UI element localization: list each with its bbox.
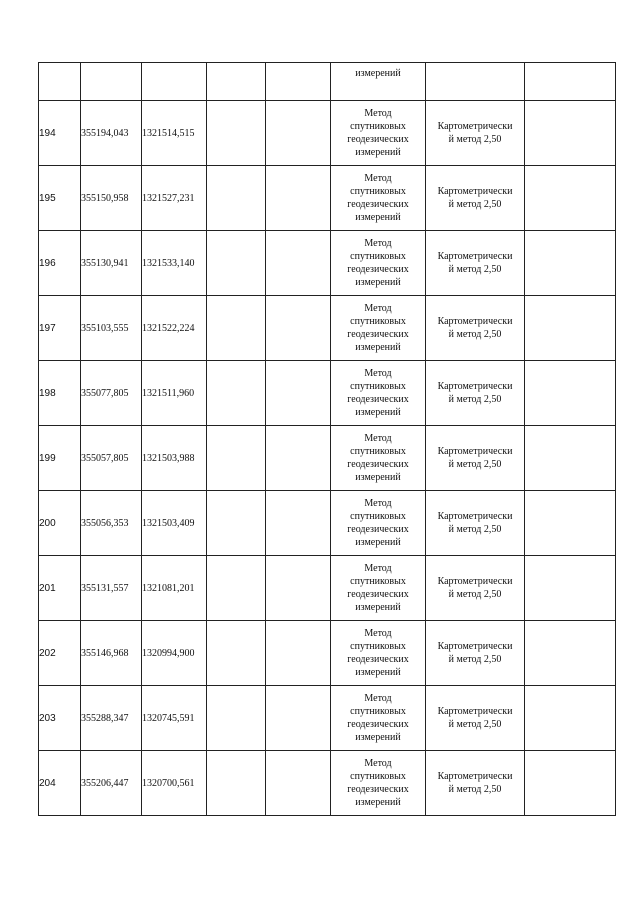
point-number-text: 198 (39, 387, 56, 399)
table-row (39, 751, 616, 816)
table-row (39, 166, 616, 231)
accuracy-line: Картометрически (437, 251, 513, 262)
coord-x-text: 355150,958 (81, 192, 129, 204)
method-line: геодезических (347, 199, 409, 210)
method-line: измерений (355, 667, 401, 678)
table-row (39, 491, 616, 556)
method-line: измерений (355, 212, 401, 223)
cell-method (331, 166, 426, 231)
point-number-text: 194 (39, 127, 56, 139)
method-line: геодезических (347, 459, 409, 470)
coord-x (81, 361, 142, 426)
coord-y-text: 1320994,900 (142, 647, 195, 659)
accuracy-line: Картометрически (437, 771, 513, 782)
coord-x (81, 101, 142, 166)
cell-empty (207, 491, 266, 556)
coord-y (142, 491, 207, 556)
method-line: спутниковых (350, 641, 406, 652)
cell-empty (525, 296, 616, 361)
cell-accuracy (426, 751, 525, 816)
accuracy-line: Картометрически (437, 641, 513, 652)
coordinates-table (38, 62, 616, 816)
cell-empty (266, 361, 331, 426)
table-row (39, 361, 616, 426)
accuracy-line: й метод 2,50 (448, 394, 502, 405)
cell-empty (525, 361, 616, 426)
coord-x-text: 355288,347 (81, 712, 129, 724)
cell-method (331, 686, 426, 751)
method-line: измерений (355, 732, 401, 743)
method-line: измерений (355, 407, 401, 418)
cell-empty (266, 231, 331, 296)
table-row (39, 296, 616, 361)
method-line: измерений (355, 602, 401, 613)
coord-y-text: 1321527,231 (142, 192, 195, 204)
coord-x-text: 355103,555 (81, 322, 129, 334)
coord-y-text: 1321503,409 (142, 517, 195, 529)
point-number (39, 686, 81, 751)
coord-x-text: 355146,968 (81, 647, 129, 659)
accuracy-line: й метод 2,50 (448, 134, 502, 145)
coord-x (81, 686, 142, 751)
accuracy-line: й метод 2,50 (448, 329, 502, 340)
accuracy-line: Картометрически (437, 121, 513, 132)
method-line: геодезических (347, 719, 409, 730)
coord-x (81, 296, 142, 361)
cell-empty (525, 166, 616, 231)
method-line: измерений (355, 797, 401, 808)
cell-empty (525, 686, 616, 751)
cell-accuracy (426, 426, 525, 491)
coord-x-text: 355077,805 (81, 387, 129, 399)
coord-y (142, 621, 207, 686)
method-line: измерений (355, 342, 401, 353)
method-line: Метод (364, 498, 392, 509)
point-number-text: 202 (39, 647, 56, 659)
point-number-text: 199 (39, 452, 56, 464)
method-line: Метод (364, 108, 392, 119)
accuracy-line: й метод 2,50 (448, 524, 502, 535)
point-number-text: 204 (39, 777, 56, 789)
accuracy-line: Картометрически (437, 511, 513, 522)
coord-x-text: 355131,557 (81, 582, 129, 594)
cell-method (331, 556, 426, 621)
coord-x (81, 621, 142, 686)
method-line: измерений (355, 472, 401, 483)
coord-y (142, 556, 207, 621)
table-row (39, 101, 616, 166)
cell-empty (525, 426, 616, 491)
cell-method (331, 361, 426, 426)
cell-accuracy (426, 231, 525, 296)
coord-y-text: 1320745,591 (142, 712, 195, 724)
cell-method (331, 621, 426, 686)
accuracy-line: Картометрически (437, 186, 513, 197)
accuracy-line: й метод 2,50 (448, 199, 502, 210)
accuracy-line: Картометрически (437, 576, 513, 587)
coord-y (142, 166, 207, 231)
accuracy-line: Картометрически (437, 706, 513, 717)
point-number (39, 556, 81, 621)
table-row (39, 231, 616, 296)
cell-empty (266, 63, 331, 101)
method-line: Метод (364, 433, 392, 444)
cell-empty (266, 686, 331, 751)
point-number (39, 426, 81, 491)
method-line: измерений (355, 147, 401, 158)
coord-y-text: 1321511,960 (142, 387, 195, 399)
accuracy-line: Картометрически (437, 316, 513, 327)
cell-empty (207, 426, 266, 491)
accuracy-line: й метод 2,50 (448, 589, 502, 600)
coord-y-text: 1321522,224 (142, 322, 195, 334)
cell-empty (266, 556, 331, 621)
coord-y-text: 1321081,201 (142, 582, 195, 594)
cell-method (331, 63, 426, 101)
method-line: спутниковых (350, 771, 406, 782)
cell-method (331, 751, 426, 816)
cell-accuracy (426, 556, 525, 621)
method-line: Метод (364, 368, 392, 379)
accuracy-line: Картометрически (437, 446, 513, 457)
point-number-text: 197 (39, 322, 56, 334)
method-line: геодезических (347, 394, 409, 405)
coord-y-text: 1321533,140 (142, 257, 195, 269)
coord-x (81, 751, 142, 816)
method-line: спутниковых (350, 446, 406, 457)
method-line: геодезических (347, 654, 409, 665)
coord-y (142, 751, 207, 816)
cell-empty (525, 751, 616, 816)
cell-empty (207, 686, 266, 751)
point-number (39, 751, 81, 816)
cell-accuracy (426, 621, 525, 686)
method-line: Метод (364, 563, 392, 574)
cell-method (331, 231, 426, 296)
coord-x-text: 355056,353 (81, 517, 129, 529)
cell-empty (207, 751, 266, 816)
method-line: геодезических (347, 524, 409, 535)
cell-empty (266, 166, 331, 231)
accuracy-line: й метод 2,50 (448, 264, 502, 275)
method-line: Метод (364, 173, 392, 184)
coord-x-text: 355206,447 (81, 777, 129, 789)
cell-method (331, 296, 426, 361)
method-line: спутниковых (350, 121, 406, 132)
method-line: измерений (355, 537, 401, 548)
cell-empty (525, 101, 616, 166)
coord-x (81, 166, 142, 231)
cell-empty (207, 296, 266, 361)
point-number-text: 201 (39, 582, 56, 594)
method-line: Метод (364, 238, 392, 249)
cell-accuracy (426, 166, 525, 231)
coord-y-text: 1321503,988 (142, 452, 195, 464)
cell-empty (266, 621, 331, 686)
cell-empty (207, 101, 266, 166)
coord-y (142, 296, 207, 361)
method-line: Метод (364, 628, 392, 639)
method-line: геодезических (347, 784, 409, 795)
cell-accuracy (426, 63, 525, 101)
cell-accuracy (426, 296, 525, 361)
method-line: геодезических (347, 264, 409, 275)
method-line: спутниковых (350, 576, 406, 587)
cell-empty (525, 491, 616, 556)
point-number (39, 231, 81, 296)
coord-x (81, 231, 142, 296)
point-number (39, 296, 81, 361)
coord-x (81, 426, 142, 491)
cell-empty (525, 63, 616, 101)
coord-y-text: 1321514,515 (142, 127, 195, 139)
cell-empty (266, 426, 331, 491)
method-line: спутниковых (350, 251, 406, 262)
cell-y (142, 63, 207, 101)
cell-method (331, 101, 426, 166)
method-line: спутниковых (350, 316, 406, 327)
coord-y (142, 686, 207, 751)
cell-empty (207, 361, 266, 426)
table-row (39, 621, 616, 686)
table-row (39, 556, 616, 621)
coord-x-text: 355130,941 (81, 257, 129, 269)
cell-accuracy (426, 361, 525, 426)
cell-empty (266, 491, 331, 556)
method-line: спутниковых (350, 511, 406, 522)
coord-y (142, 426, 207, 491)
point-number (39, 101, 81, 166)
point-number-text: 200 (39, 517, 56, 529)
cell-accuracy (426, 686, 525, 751)
coord-y (142, 231, 207, 296)
accuracy-line: Картометрически (437, 381, 513, 392)
cell-method (331, 426, 426, 491)
cell-x (81, 63, 142, 101)
cell-method (331, 491, 426, 556)
cell-accuracy (426, 491, 525, 556)
method-line: геодезических (347, 589, 409, 600)
cell-empty (266, 751, 331, 816)
cell-empty (266, 101, 331, 166)
coord-y (142, 361, 207, 426)
table-row-continued (39, 63, 616, 101)
accuracy-line: й метод 2,50 (448, 459, 502, 470)
cell-empty (207, 556, 266, 621)
method-line: спутниковых (350, 381, 406, 392)
coord-x (81, 491, 142, 556)
point-number-text: 196 (39, 257, 56, 269)
cell-empty (525, 556, 616, 621)
method-line: Метод (364, 693, 392, 704)
table-row (39, 426, 616, 491)
method-line: измерений (355, 277, 401, 288)
accuracy-line: й метод 2,50 (448, 654, 502, 665)
point-number (39, 621, 81, 686)
method-line: спутниковых (350, 186, 406, 197)
coord-y (142, 101, 207, 166)
cell-empty (207, 621, 266, 686)
method-line: Метод (364, 303, 392, 314)
point-number-text: 195 (39, 192, 56, 204)
accuracy-line: й метод 2,50 (448, 784, 502, 795)
cell-empty (207, 231, 266, 296)
cell-empty (207, 166, 266, 231)
coord-y-text: 1320700,561 (142, 777, 195, 789)
cell-empty (525, 621, 616, 686)
point-number-text: 203 (39, 712, 56, 724)
cell-empty (266, 296, 331, 361)
point-number (39, 361, 81, 426)
point-number (39, 166, 81, 231)
point-number (39, 491, 81, 556)
accuracy-line: й метод 2,50 (448, 719, 502, 730)
table-row (39, 686, 616, 751)
method-line: геодезических (347, 134, 409, 145)
method-line: геодезических (347, 329, 409, 340)
cell-empty (525, 231, 616, 296)
method-line: спутниковых (350, 706, 406, 717)
method-line: Метод (364, 758, 392, 769)
cell-num (39, 63, 81, 101)
coord-x-text: 355057,805 (81, 452, 129, 464)
cell-empty (207, 63, 266, 101)
coord-x (81, 556, 142, 621)
coord-x-text: 355194,043 (81, 127, 129, 139)
method-tail-text: измерений (355, 68, 401, 79)
cell-accuracy (426, 101, 525, 166)
